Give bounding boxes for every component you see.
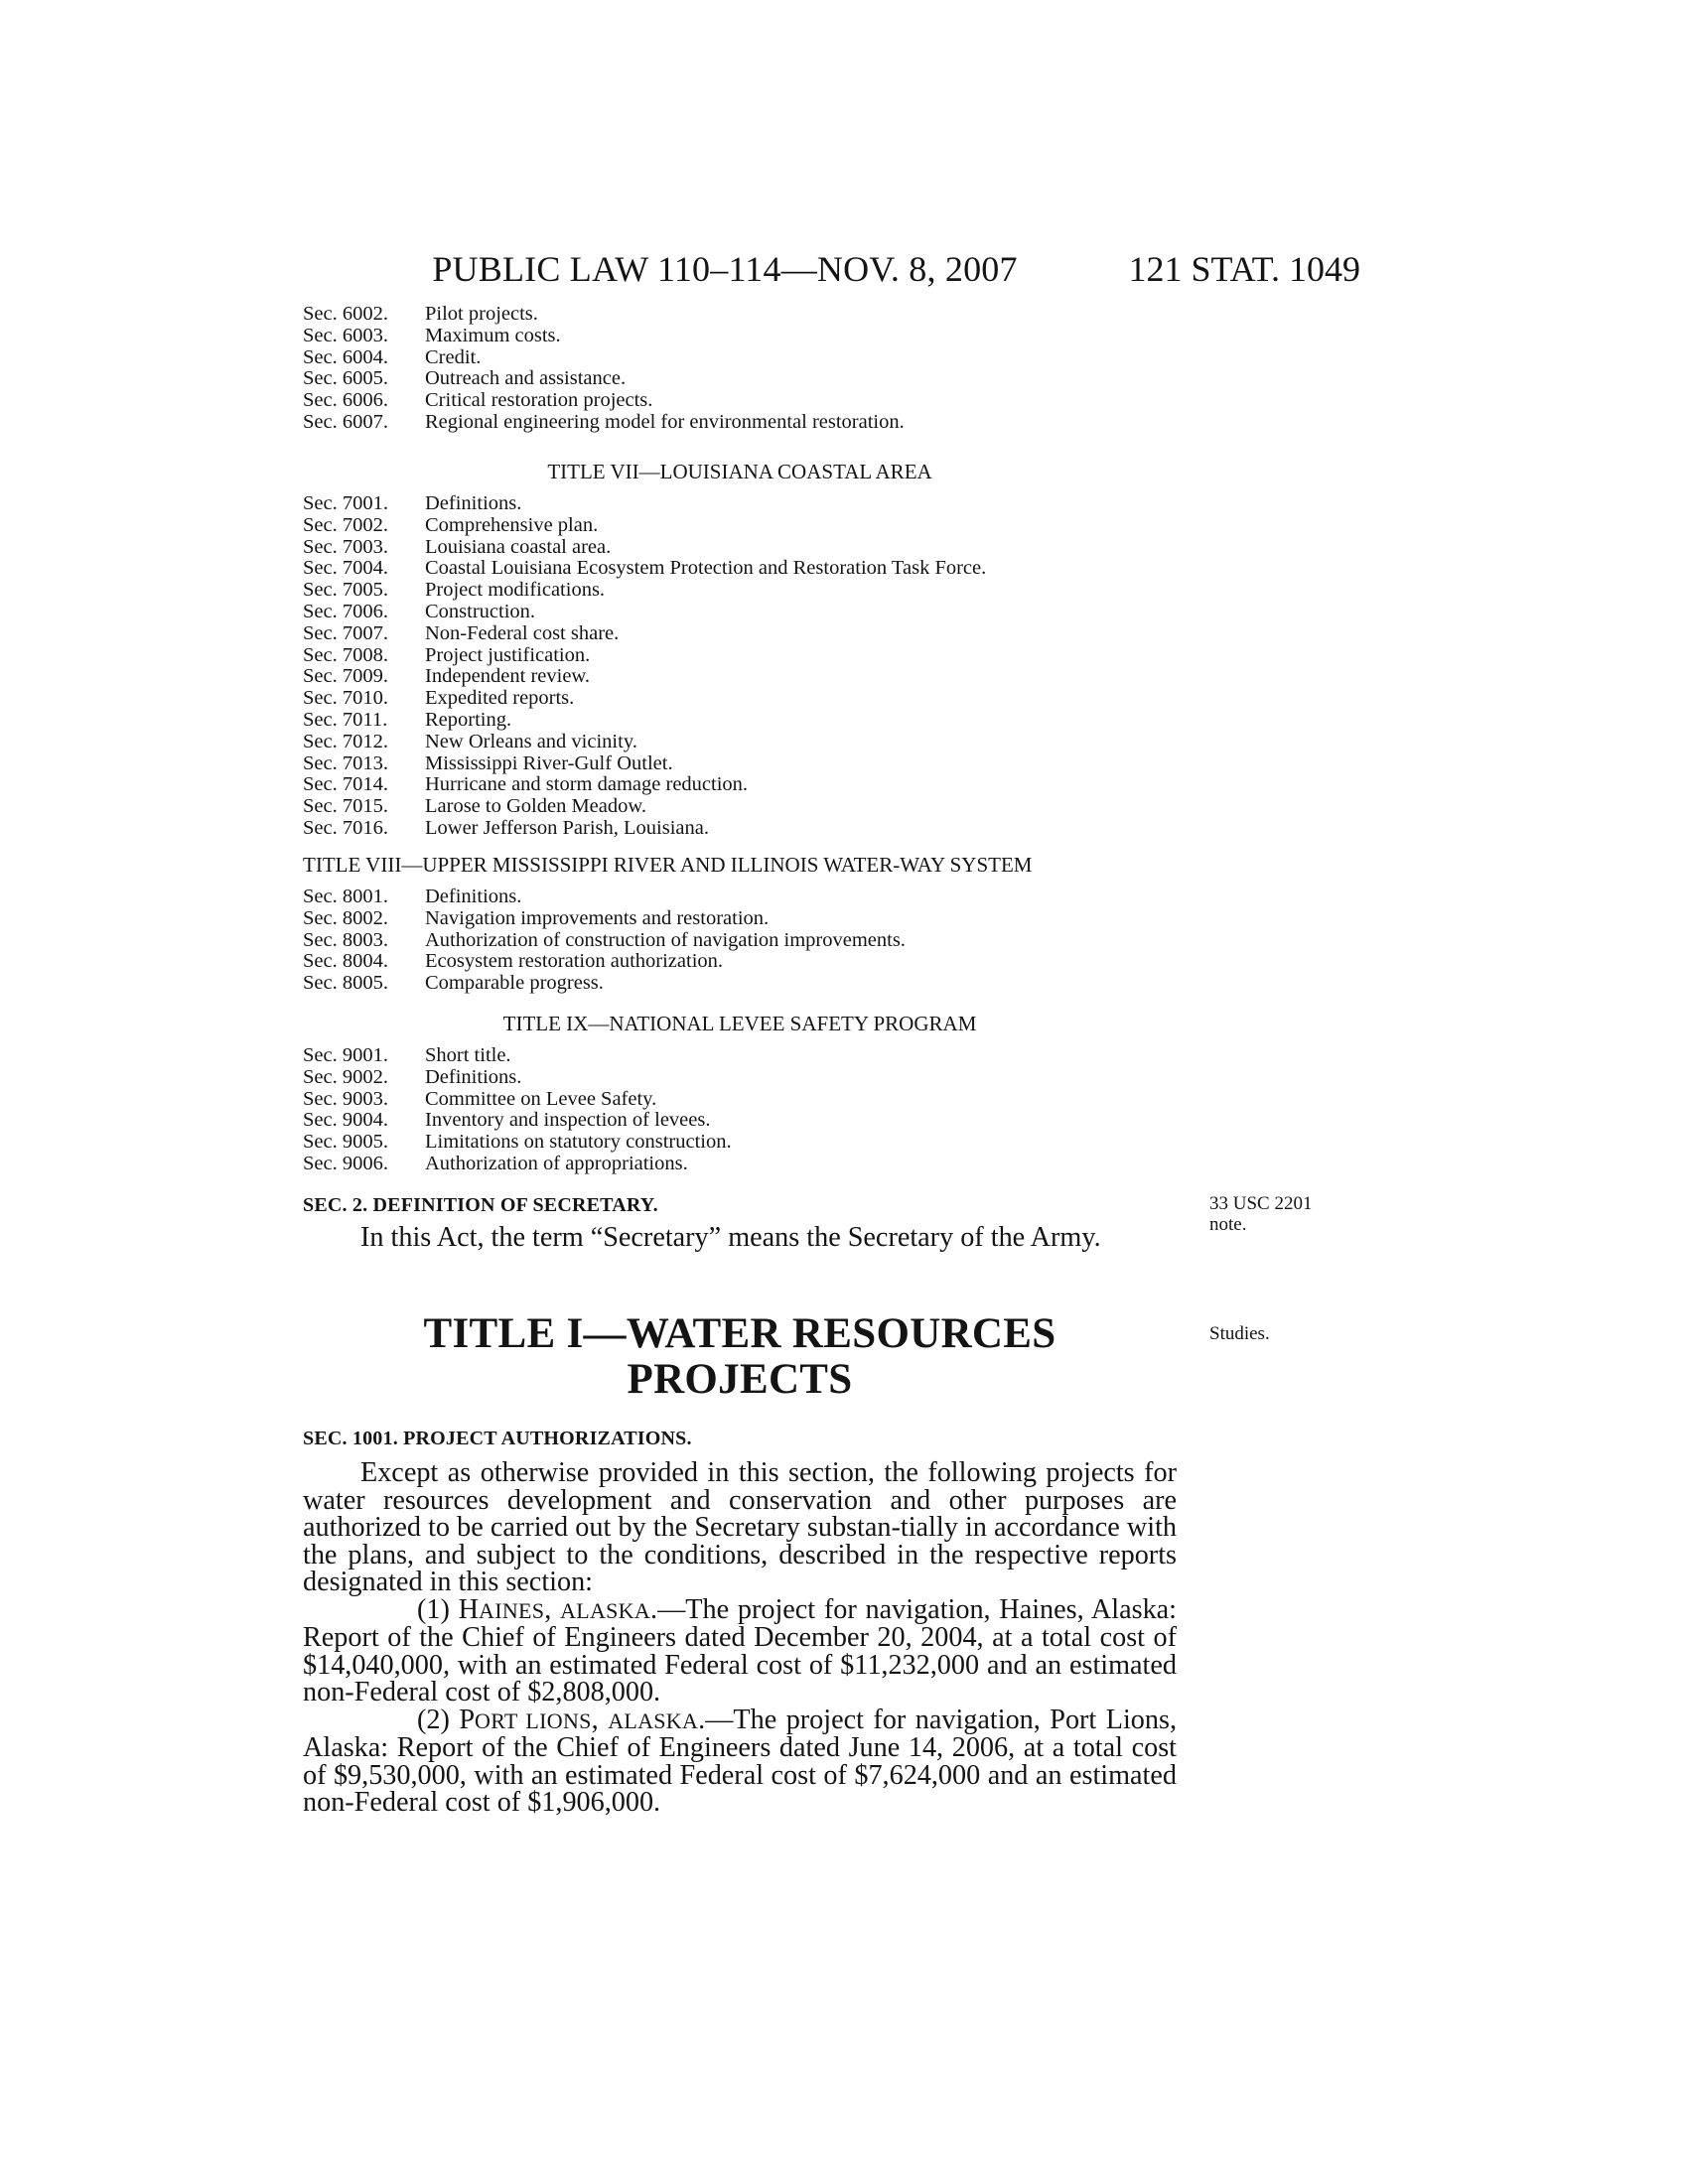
title-i-heading: TITLE I—WATER RESOURCES PROJECTS [423, 1310, 1056, 1403]
toc-row: Sec. 6004. Credit. [303, 345, 482, 368]
toc-group-title-viii [303, 887, 1177, 995]
toc-row: Sec. 8005. Comparable progress. [303, 972, 604, 995]
toc-row: Sec. 7005. Project modifications. [303, 579, 606, 602]
toc-row: Sec. 7002. Comprehensive plan. [303, 513, 599, 536]
toc-row: Sec. 8004. Ecosystem restoration authorization. [303, 950, 724, 973]
margin-note-usc: 33 USC 2201 note. [1209, 1193, 1313, 1235]
stat-page-number: 121 STAT. 1049 [1128, 249, 1360, 289]
toc-row: Sec. 7001. Definitions. [303, 492, 522, 514]
toc-group-title-ix [303, 1045, 1177, 1175]
toc-row: Sec. 9006. Authorization of appropriations. [303, 1152, 688, 1174]
toc-row: Sec. 7006. Construction. [303, 600, 536, 622]
toc-row: Sec. 9003. Committee on Levee Safety. [303, 1087, 657, 1110]
toc-title-vii-heading: TITLE VII—LOUISIANA COASTAL AREA [547, 460, 932, 483]
toc-row: Sec. 9001. Short title. [303, 1044, 511, 1066]
toc-row: Sec. 6006. Critical restoration projects. [303, 389, 653, 412]
sec1001-heading: SEC. 1001. PROJECT AUTHORIZATIONS. [303, 1428, 692, 1449]
toc-row: Sec. 7015. Larose to Golden Meadow. [303, 795, 646, 818]
toc-row: Sec. 7007. Non-Federal cost share. [303, 621, 620, 644]
toc-row: Sec. 6007. Regional engineering model for environmental restoration. [303, 410, 905, 433]
toc-row: Sec. 7011. Reporting. [303, 708, 512, 731]
toc-title-viii-heading: TITLE VIII—UPPER MISSISSIPPI RIVER AND ILLINOIS WATER-WAY SYSTEM [303, 853, 1033, 877]
sec1001-intro: Except as otherwise provided in this section, the following projects for water resources development and conservation and other purposes are authorized to be carried out by the Secretary substan-tially in accordance with the plans, and subject to the conditions, described in the respective reports designated in this section: [303, 1457, 1177, 1597]
toc-row: Sec. 9005. Limitations on statutory construction. [303, 1131, 732, 1154]
toc-row: Sec. 7013. Mississippi River-Gulf Outlet. [303, 751, 673, 774]
margin-note-studies: Studies. [1209, 1323, 1270, 1344]
toc-row: Sec. 6005. Outreach and assistance. [303, 367, 627, 390]
toc-row: Sec. 6003. Maximum costs. [303, 324, 561, 346]
toc-row: Sec. 7009. Independent review. [303, 665, 591, 688]
toc-row: Sec. 8002. Navigation improvements and restoration. [303, 906, 770, 929]
toc-group-title-vii [303, 493, 1177, 840]
toc-title-ix-heading: TITLE IX—NATIONAL LEVEE SAFETY PROGRAM [502, 1012, 977, 1035]
toc-row: Sec. 9002. Definitions. [303, 1065, 522, 1088]
toc-row: Sec. 7010. Expedited reports. [303, 687, 575, 710]
sec1001-body [303, 1459, 1177, 1817]
toc-row: Sec. 8001. Definitions. [303, 886, 522, 907]
toc-row: Sec. 8003. Authorization of construction of navigation improvements. [303, 928, 906, 951]
sec1001-item-1: (1) HAINES, ALASKA.—The project for navigation, Haines, Alaska: Report of the Chief of Engineers dated December 20, 2004, at a total cost of $14,040,000, with an estimated Federal cost of $11,232,000 and an estimated non-Federal cost of $2,808,000. [303, 1593, 1178, 1707]
toc-row: Sec. 6002. Pilot projects. [303, 303, 538, 325]
running-header: PUBLIC LAW 110–114—NOV. 8, 2007 [432, 249, 1018, 289]
toc-row: Sec. 7012. New Orleans and vicinity. [303, 730, 637, 752]
sec1001-item-2: (2) PORT LIONS, ALASKA.—The project for navigation, Port Lions, Alaska: Report of the Chief of Engineers dated June 14, 2006, at a total cost of $9,530,000, with an estimated Federal cost of $7,624,000 and an estimated non-Federal cost of $1,906,000. [303, 1704, 1177, 1818]
toc-group-title-vi [303, 304, 1177, 434]
sec2-body: In this Act, the term “Secretary” means the Secretary of the Army. [360, 1222, 1101, 1253]
toc-row: Sec. 7004. Coastal Louisiana Ecosystem Protection and Restoration Task Force. [303, 557, 987, 580]
toc-row: Sec. 7008. Project justification. [303, 643, 591, 666]
sec2-heading: SEC. 2. DEFINITION OF SECRETARY. [303, 1194, 658, 1216]
toc-row: Sec. 7014. Hurricane and storm damage reduction. [303, 773, 749, 796]
toc-row: Sec. 9004. Inventory and inspection of levees. [303, 1109, 711, 1132]
toc-row: Sec. 7016. Lower Jefferson Parish, Louisiana. [303, 816, 709, 839]
toc-row: Sec. 7003. Louisiana coastal area. [303, 535, 612, 558]
